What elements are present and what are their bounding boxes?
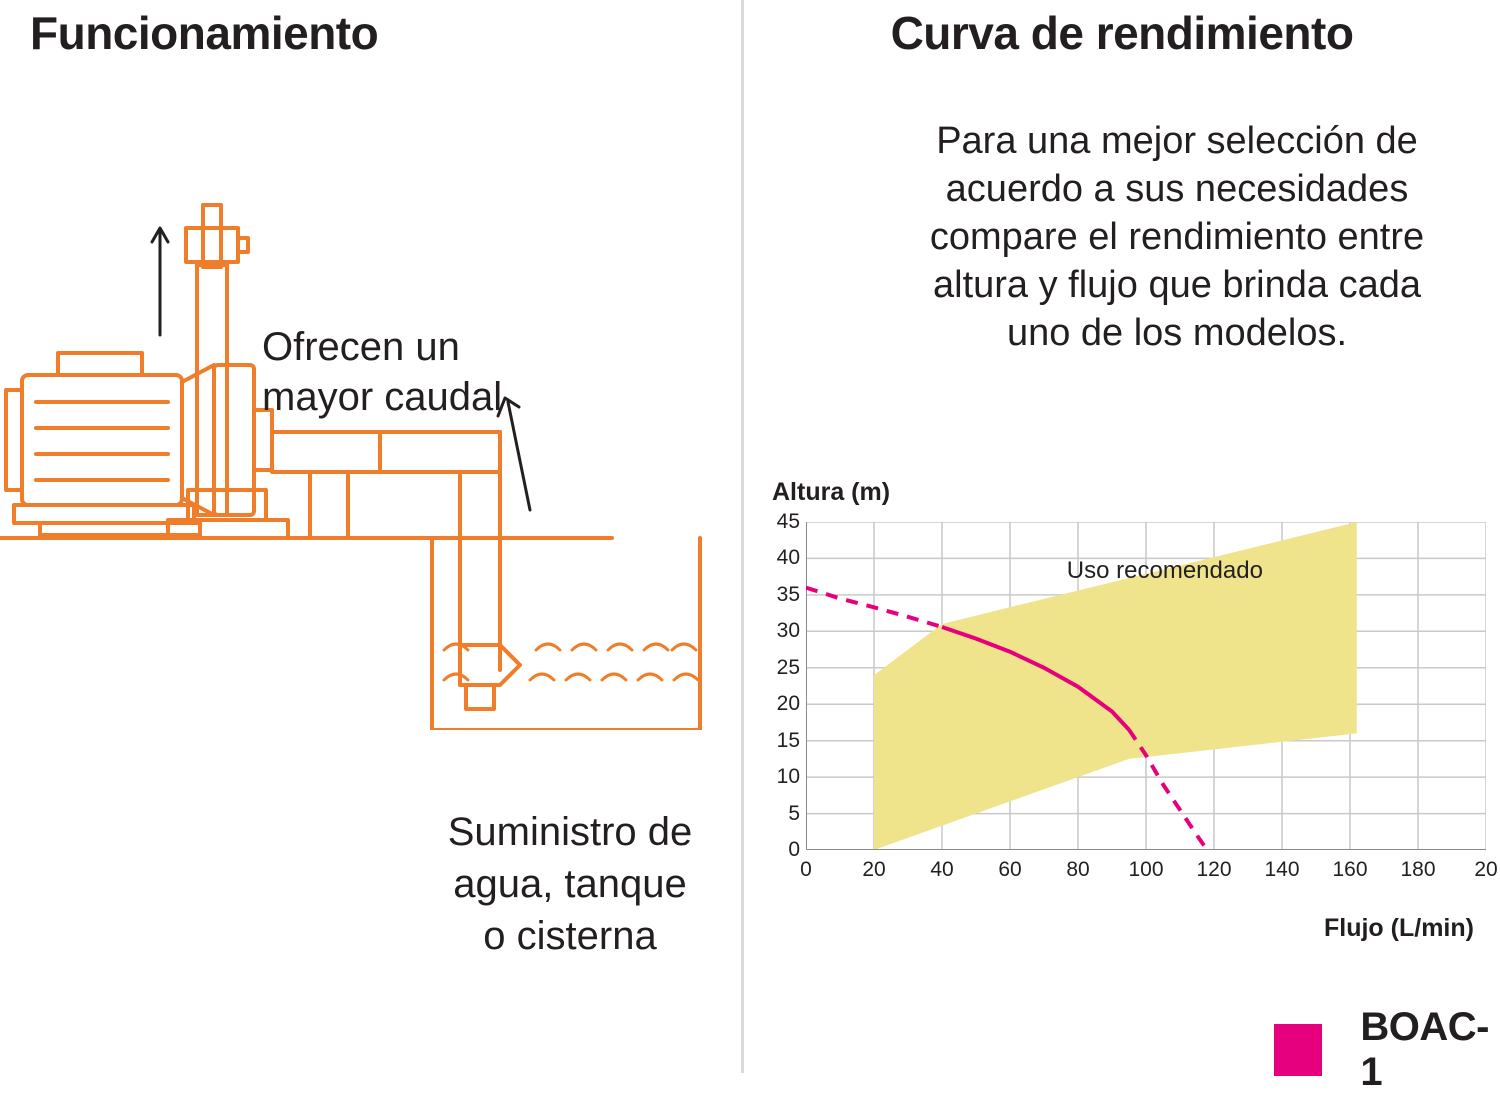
- intro-line-4: altura y flujo que brinda cada: [933, 263, 1421, 306]
- page-title-curva-rendimiento: Curva de rendimiento: [890, 7, 1354, 59]
- x-tick-label: 0: [800, 858, 812, 881]
- chart-legend: [1274, 1005, 1500, 1095]
- x-tick-label: 60: [998, 858, 1022, 881]
- y-tick-label: 45: [776, 510, 800, 533]
- legend-model-label: BOAC-1: [1360, 1005, 1489, 1094]
- y-tick-label: 15: [776, 728, 800, 752]
- x-tick-label: 80: [1066, 858, 1090, 881]
- y-tick-label: 0: [788, 838, 800, 861]
- x-axis-title: Flujo (L/min): [1324, 914, 1474, 942]
- y-tick-label: 35: [776, 582, 800, 606]
- callout-mayor-caudal: [262, 322, 502, 422]
- y-axis-title: Altura (m): [772, 478, 891, 506]
- intro-line-1: Para una mejor selección de: [936, 120, 1418, 162]
- intro-line-2: acuerdo a sus necesidades: [945, 167, 1409, 210]
- y-tick-label: 5: [788, 801, 800, 825]
- intro-line-5: uno de los modelos.: [1006, 311, 1348, 354]
- x-tick-label: 120: [1196, 858, 1232, 881]
- chart-plot-area: [806, 522, 1486, 850]
- legend-color-swatch: [1274, 1024, 1322, 1076]
- y-tick-label: 30: [776, 619, 800, 643]
- x-tick-label: 40: [930, 858, 954, 881]
- intro-paragraph: [832, 118, 1500, 357]
- uso-recomendado-label: Uso recomendado: [1066, 557, 1263, 585]
- x-tick-label: 140: [1264, 858, 1300, 881]
- callout-suministro-line3: o cisterna: [483, 914, 657, 958]
- pump-diagram: [0, 110, 741, 958]
- left-column: [0, 0, 741, 1073]
- x-axis-tick-labels: [800, 858, 1500, 890]
- y-axis-tick-labels: [744, 510, 800, 861]
- performance-chart: [744, 470, 1500, 970]
- right-column: [744, 0, 1500, 1073]
- x-tick-label: 160: [1332, 858, 1368, 881]
- y-tick-label: 25: [776, 655, 800, 679]
- y-tick-label: 40: [776, 546, 800, 570]
- callout-suministro-line1: Suministro de: [447, 810, 693, 854]
- x-tick-label: 180: [1400, 858, 1436, 881]
- callout-mayor-caudal-line2: mayor caudal: [262, 375, 503, 419]
- x-tick-label: 20: [862, 858, 886, 881]
- x-tick-label: 20: [1474, 858, 1498, 881]
- callout-suministro-agua: [405, 806, 735, 962]
- y-tick-label: 20: [776, 692, 800, 716]
- page-title-funcionamiento: Funcionamiento: [30, 7, 379, 59]
- x-tick-label: 100: [1128, 858, 1164, 881]
- y-tick-label: 10: [776, 765, 800, 789]
- callout-suministro-line2: agua, tanque: [453, 862, 687, 906]
- callout-mayor-caudal-line1: Ofrecen un: [262, 325, 460, 369]
- intro-line-3: compare el rendimiento entre: [929, 215, 1425, 258]
